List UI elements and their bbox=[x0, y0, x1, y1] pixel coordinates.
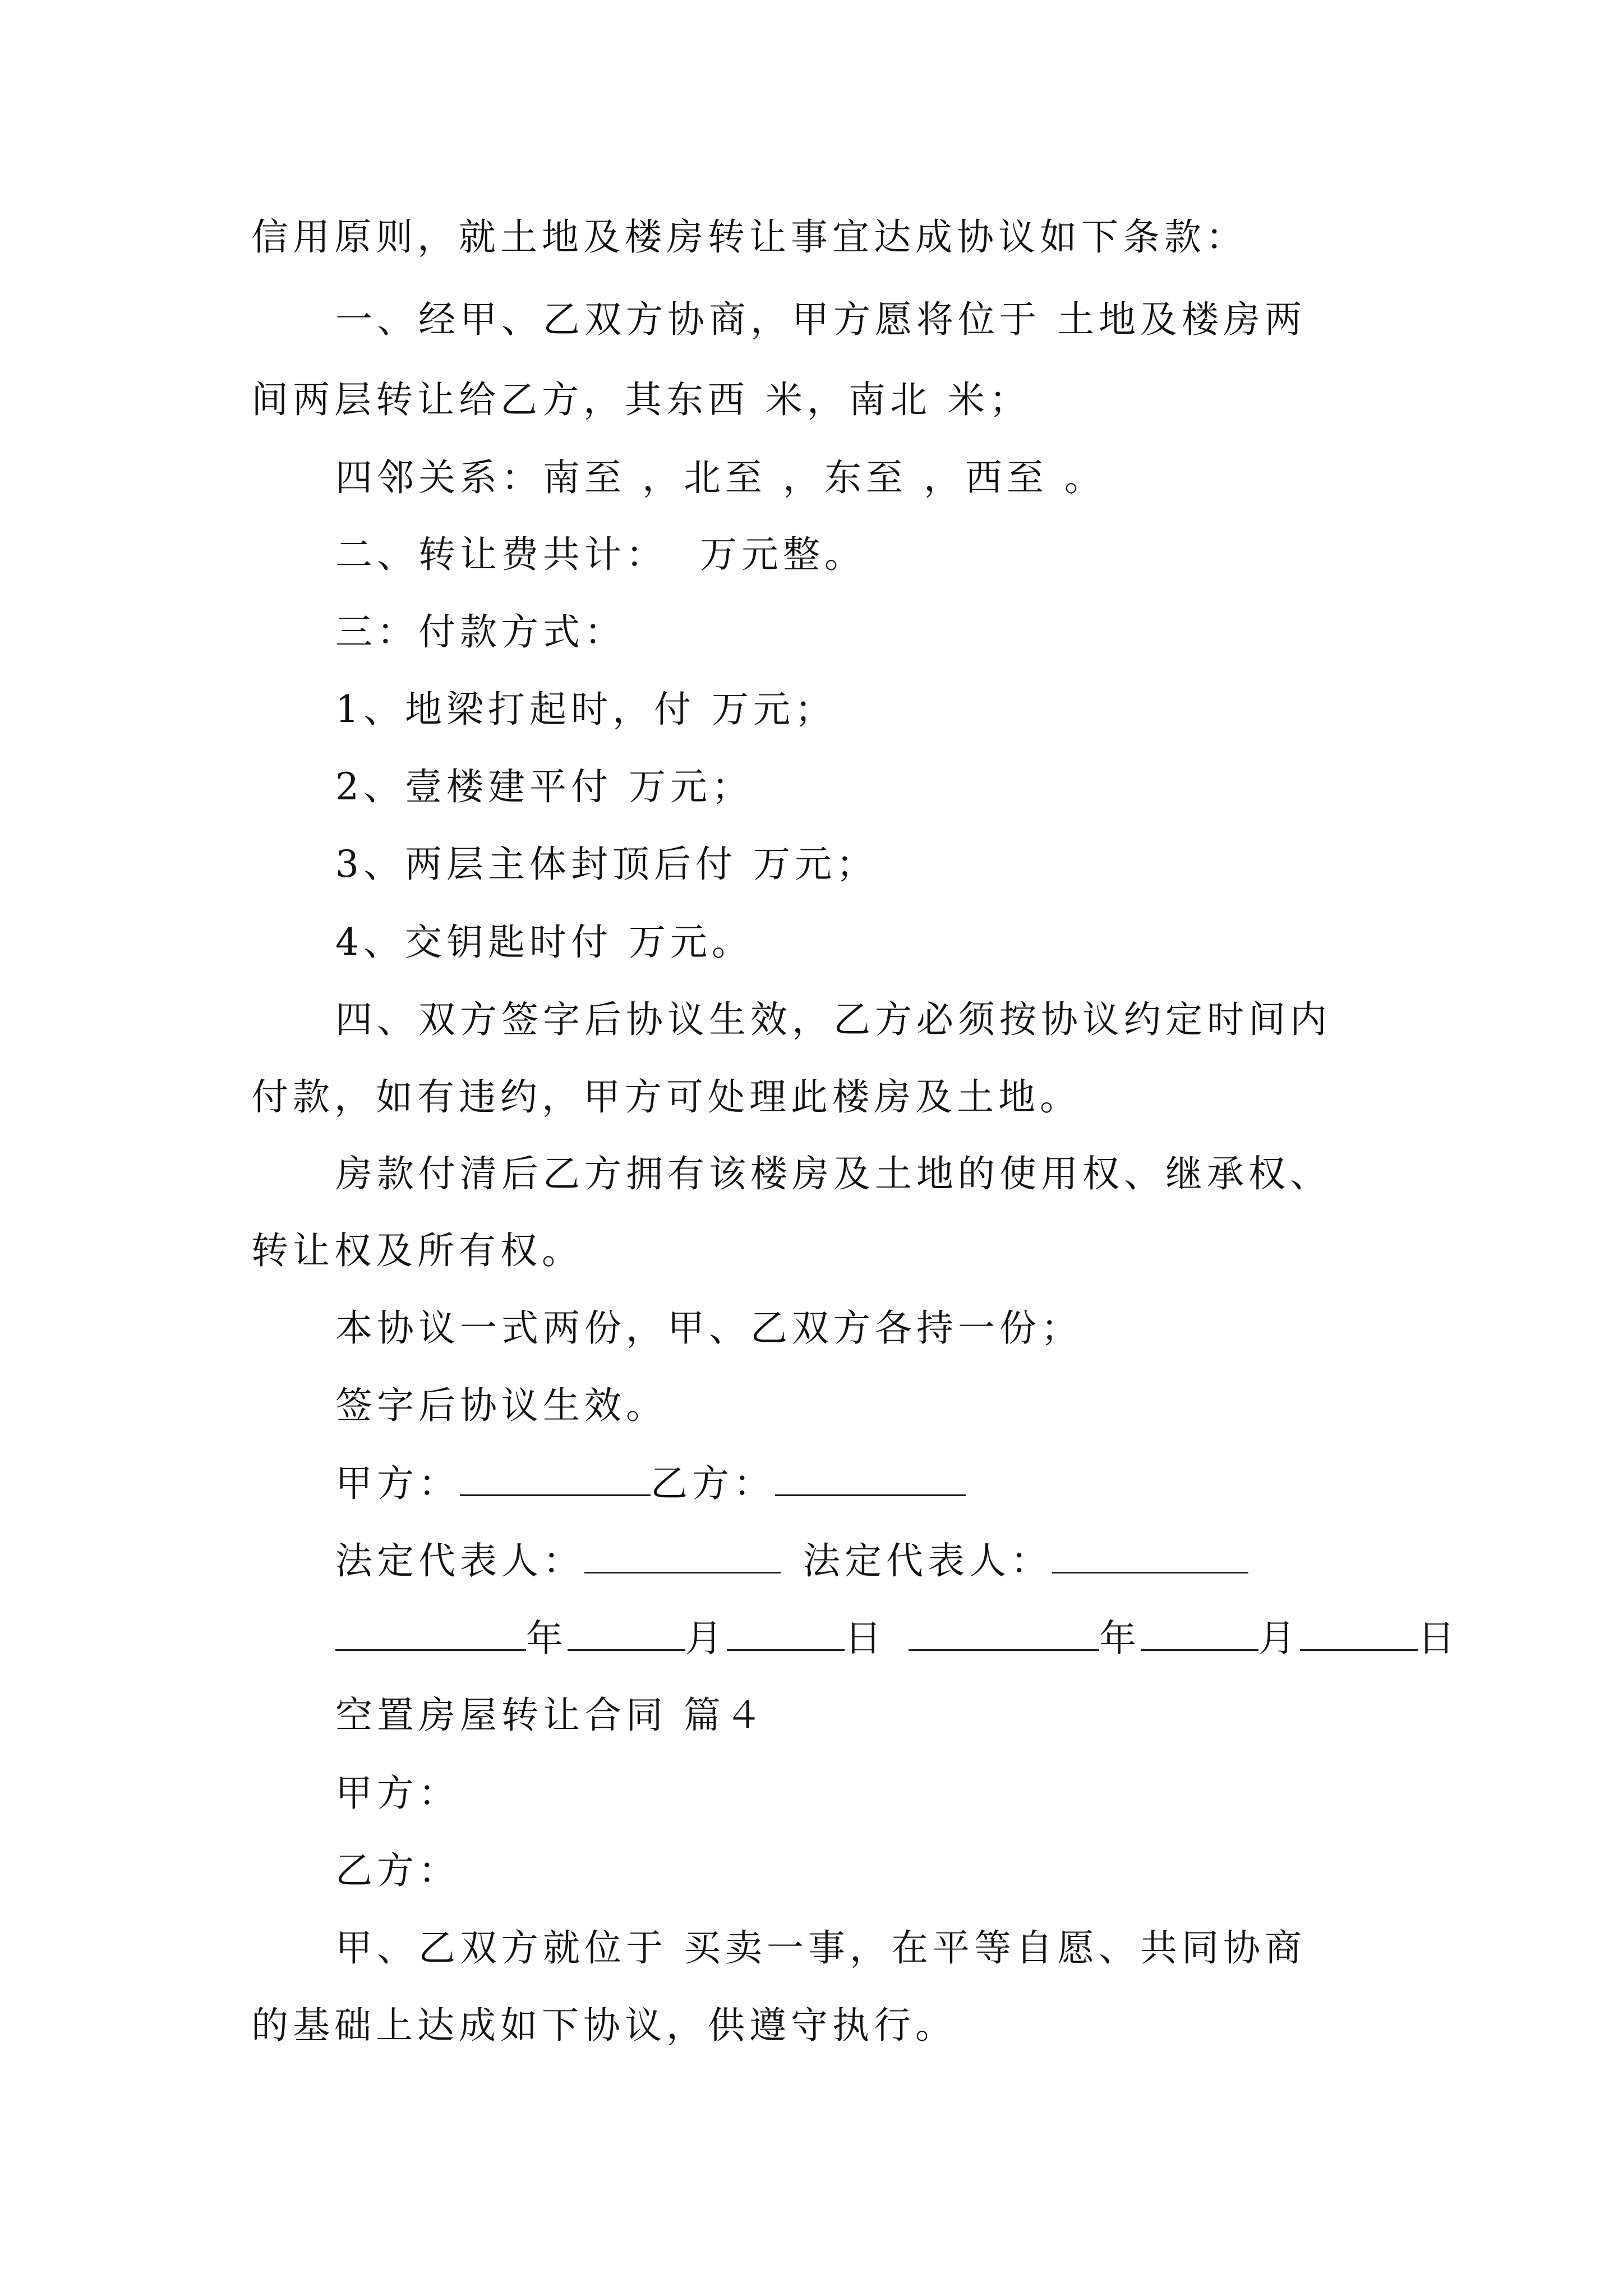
clause-4-line: 四、双方签字后协议生效，乙方必须按协议约定时间内 bbox=[335, 998, 1331, 1041]
section-title: 空置房屋转让合同 篇４ bbox=[335, 1694, 767, 1737]
year-label: 年 bbox=[1099, 1617, 1141, 1660]
neighbors-line: 四邻关系：南至 ，北至 ，东至 ，西至 。 bbox=[335, 456, 1106, 499]
rep-a-label: 法定代表人： bbox=[335, 1539, 584, 1582]
party-b-label: 乙方： bbox=[651, 1462, 775, 1505]
day-label: 日 bbox=[1418, 1617, 1459, 1660]
rep-a-blank bbox=[584, 1538, 781, 1573]
effective-line: 签字后协议生效。 bbox=[335, 1384, 667, 1427]
rep-b-label: 法定代表人： bbox=[803, 1539, 1052, 1582]
payment-item-2: 2、壹楼建平付 万元； bbox=[335, 765, 753, 808]
month-label: 月 bbox=[1258, 1617, 1300, 1660]
clause-1-line: 一、经甲、乙双方协商，甲方愿将位于 土地及楼房两 bbox=[335, 298, 1306, 341]
party-a-label: 甲方： bbox=[335, 1462, 460, 1505]
payment-item-3: 3、两层主体封顶后付 万元； bbox=[335, 843, 878, 886]
party-b-line: 乙方： bbox=[335, 1849, 460, 1892]
year-label: 年 bbox=[526, 1617, 568, 1660]
date-a-day-blank bbox=[727, 1616, 845, 1651]
party-a-line: 甲方： bbox=[335, 1772, 460, 1815]
month-label: 月 bbox=[685, 1617, 727, 1660]
date-line bbox=[335, 1616, 1459, 1660]
clause-4-line: 付款，如有违约，甲方可处理此楼房及土地。 bbox=[251, 1075, 1081, 1119]
date-a-month-blank bbox=[568, 1616, 685, 1651]
party-a-blank bbox=[460, 1461, 651, 1496]
clause-1-line: 间两层转让给乙方，其东西 米，南北 米； bbox=[251, 378, 1031, 421]
party-signature-line bbox=[335, 1461, 966, 1506]
rights-line: 转让权及所有权。 bbox=[251, 1229, 583, 1272]
copies-line: 本协议一式两份，甲、乙双方各持一份； bbox=[335, 1306, 1082, 1350]
date-b-year-blank bbox=[909, 1616, 1099, 1651]
date-b-day-blank bbox=[1300, 1616, 1418, 1651]
clause-2-line: 二、转让费共计： 万元整。 bbox=[335, 533, 866, 576]
representative-line bbox=[335, 1538, 1248, 1583]
paragraph-line: 信用原则，就土地及楼房转让事宜达成协议如下条款： bbox=[251, 215, 1247, 259]
date-b-month-blank bbox=[1141, 1616, 1258, 1651]
payment-item-1: 1、地梁打起时，付 万元； bbox=[335, 688, 836, 731]
clause-3-heading: 三：付款方式： bbox=[335, 610, 626, 654]
party-b-blank bbox=[775, 1461, 966, 1496]
rights-line: 房款付清后乙方拥有该楼房及土地的使用权、继承权、 bbox=[335, 1152, 1331, 1195]
payment-item-4: 4、交钥匙时付 万元。 bbox=[335, 921, 753, 964]
intro-line: 的基础上达成如下协议，供遵守执行。 bbox=[251, 2004, 957, 2047]
date-a-year-blank bbox=[335, 1616, 526, 1651]
intro-line: 甲、乙双方就位于 买卖一事，在平等自愿、共同协商 bbox=[335, 1926, 1306, 1970]
rep-b-blank bbox=[1052, 1538, 1248, 1573]
day-label: 日 bbox=[845, 1617, 886, 1660]
